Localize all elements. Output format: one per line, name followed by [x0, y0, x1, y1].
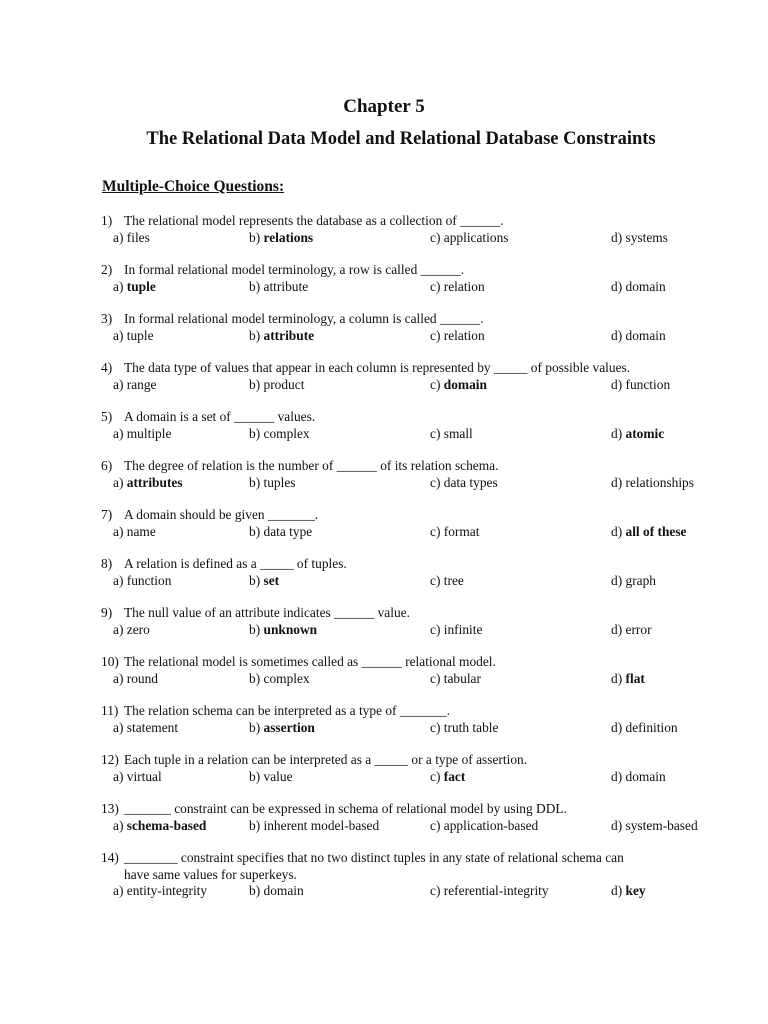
option-prefix: b) — [249, 376, 261, 392]
correct-answer-text: unknown — [263, 621, 318, 637]
question-number: 12) — [101, 752, 119, 767]
answer-options — [0, 279, 768, 296]
answer-option-c — [430, 475, 498, 492]
question-number: 6) — [101, 458, 113, 473]
question-text: The relation schema can be interpreted as a type of _______. — [124, 703, 451, 718]
option-prefix: c) — [430, 572, 441, 588]
question-number: 3) — [101, 311, 113, 326]
answer-option-d — [611, 328, 666, 345]
answer-option-b — [249, 426, 310, 443]
question-number: 10) — [101, 654, 119, 669]
answer-option-c — [430, 622, 482, 639]
question-text: A domain is a set of ______ values. — [124, 409, 316, 424]
answer-option-d — [611, 883, 646, 900]
answer-options — [0, 573, 768, 590]
answer-option-c — [430, 279, 485, 296]
option-text: tree — [443, 572, 464, 588]
answer-option-d — [611, 573, 656, 590]
option-prefix: a) — [113, 229, 124, 245]
answer-option-b — [249, 475, 296, 492]
option-prefix: c) — [430, 523, 441, 539]
option-text: zero — [126, 621, 150, 637]
answer-option-c — [430, 377, 487, 394]
option-text: system-based — [625, 817, 698, 833]
answer-options — [0, 622, 768, 639]
option-prefix: b) — [249, 327, 261, 343]
question-number: 13) — [101, 801, 119, 816]
answer-option-b — [249, 524, 312, 541]
option-prefix: a) — [113, 670, 124, 686]
answer-option-c — [430, 720, 498, 737]
question-item — [0, 752, 768, 785]
option-prefix: a) — [113, 621, 124, 637]
correct-answer-text: tuple — [126, 278, 156, 294]
answer-option-d — [611, 279, 666, 296]
option-text: truth table — [443, 719, 499, 735]
option-prefix: a) — [113, 278, 124, 294]
answer-option-d — [611, 475, 694, 492]
answer-option-d — [611, 769, 666, 786]
option-prefix: c) — [430, 327, 441, 343]
question-text: The relational model represents the database as a collection of ______. — [124, 213, 504, 228]
option-prefix: d) — [611, 229, 623, 245]
question-text: The degree of relation is the number of ______ of its relation schema. — [124, 458, 499, 473]
option-prefix: a) — [113, 523, 124, 539]
question-number: 11) — [101, 703, 119, 718]
answer-option-d — [611, 426, 664, 443]
answer-option-d — [611, 622, 652, 639]
answer-option-b — [249, 230, 313, 247]
answer-option-a — [113, 475, 183, 492]
answer-option-d — [611, 720, 678, 737]
question-item — [0, 605, 768, 638]
option-prefix: a) — [113, 883, 124, 898]
option-prefix: b) — [249, 621, 261, 637]
answer-option-c — [430, 426, 473, 443]
answer-option-c — [430, 769, 465, 786]
option-prefix: c) — [430, 621, 441, 637]
answer-option-a — [113, 426, 171, 443]
option-text: data types — [443, 474, 498, 490]
question-text-continued: have same values for superkeys. — [124, 866, 297, 882]
correct-answer-text: set — [263, 572, 280, 588]
option-prefix: c) — [430, 376, 441, 392]
option-text: domain — [625, 768, 666, 784]
question-text: The null value of an attribute indicates ______ value. — [124, 605, 410, 620]
answer-options — [0, 769, 768, 786]
option-prefix: d) — [611, 425, 623, 441]
option-text: data type — [263, 523, 313, 539]
answer-option-c — [430, 328, 485, 345]
option-text: files — [126, 229, 150, 245]
option-prefix: d) — [611, 670, 623, 686]
option-text: error — [625, 621, 652, 637]
answer-option-a — [113, 883, 207, 900]
option-prefix: a) — [113, 376, 124, 392]
option-prefix: b) — [249, 883, 261, 898]
option-text: attribute — [263, 278, 309, 294]
question-item — [0, 360, 768, 393]
option-prefix: d) — [611, 278, 623, 294]
answer-option-d — [611, 230, 668, 247]
option-prefix: d) — [611, 883, 623, 898]
option-text: relation — [443, 278, 485, 294]
answer-option-a — [113, 524, 156, 541]
answer-option-b — [249, 328, 314, 345]
option-prefix: d) — [611, 474, 623, 490]
question-item — [0, 654, 768, 687]
option-text: range — [126, 376, 157, 392]
correct-answer-text: fact — [443, 768, 466, 784]
answer-options — [0, 230, 768, 247]
correct-answer-text: attributes — [126, 474, 183, 490]
question-item — [0, 703, 768, 736]
question-item — [0, 311, 768, 344]
question-text: ________ constraint specifies that no two distinct tuples in any state of relational schema can — [124, 850, 624, 865]
option-text: domain — [625, 278, 666, 294]
option-prefix: b) — [249, 278, 261, 294]
option-text: infinite — [443, 621, 483, 637]
question-text: The data type of values that appear in each column is represented by _____ of possible values. — [124, 360, 631, 375]
answer-option-b — [249, 769, 293, 786]
option-text: function — [126, 572, 172, 588]
answer-option-b — [249, 883, 304, 900]
answer-option-c — [430, 671, 481, 688]
question-number: 2) — [101, 262, 113, 277]
option-text: definition — [625, 719, 678, 735]
option-prefix: b) — [249, 229, 261, 245]
option-text: complex — [263, 425, 310, 441]
question-number: 14) — [101, 850, 119, 865]
answer-option-b — [249, 377, 304, 394]
option-prefix: d) — [611, 376, 623, 392]
option-text: name — [126, 523, 156, 539]
answer-options — [0, 524, 768, 541]
answer-option-a — [113, 671, 158, 688]
answer-option-b — [249, 279, 308, 296]
question-item — [0, 409, 768, 442]
question-text: The relational model is sometimes called as ______ relational model. — [124, 654, 496, 669]
option-prefix: c) — [430, 670, 441, 686]
answer-option-b — [249, 671, 310, 688]
answer-option-b — [249, 622, 317, 639]
question-number: 4) — [101, 360, 113, 375]
option-text: round — [126, 670, 159, 686]
option-prefix: d) — [611, 768, 623, 784]
option-text: virtual — [126, 768, 162, 784]
option-prefix: c) — [430, 425, 441, 441]
correct-answer-text: flat — [625, 670, 645, 686]
option-text: function — [625, 376, 671, 392]
option-text: small — [443, 425, 473, 441]
answer-option-c — [430, 818, 538, 835]
option-text: application-based — [443, 817, 539, 833]
question-item — [0, 213, 768, 246]
answer-option-b — [249, 573, 279, 590]
option-prefix: c) — [430, 474, 441, 490]
option-text: tuples — [263, 474, 296, 490]
option-prefix: c) — [430, 278, 441, 294]
section-heading: Multiple-Choice Questions: — [102, 178, 285, 195]
option-prefix: b) — [249, 474, 261, 490]
question-text: _______ constraint can be expressed in schema of relational model by using DDL. — [124, 801, 567, 816]
option-prefix: a) — [113, 768, 124, 784]
question-number: 5) — [101, 409, 113, 424]
question-number: 7) — [101, 507, 113, 522]
option-prefix: d) — [611, 817, 623, 833]
answer-option-d — [611, 818, 698, 835]
question-number: 8) — [101, 556, 113, 571]
chapter-title: The Relational Data Model and Relational Database Constraints — [146, 129, 656, 149]
correct-answer-text: assertion — [263, 719, 315, 735]
option-prefix: d) — [611, 572, 623, 588]
answer-options — [0, 671, 768, 688]
question-number: 1) — [101, 213, 113, 228]
correct-answer-text: atomic — [625, 425, 665, 441]
option-prefix: b) — [249, 670, 261, 686]
correct-answer-text: attribute — [263, 327, 315, 343]
option-text: format — [443, 523, 480, 539]
correct-answer-text: key — [625, 883, 646, 898]
answer-option-a — [113, 769, 162, 786]
option-prefix: c) — [430, 817, 441, 833]
answer-options — [0, 720, 768, 737]
option-text: graph — [625, 572, 657, 588]
option-prefix: d) — [611, 621, 623, 637]
answer-options — [0, 426, 768, 443]
option-text: inherent model-based — [263, 817, 380, 833]
option-text: value — [263, 768, 293, 784]
answer-option-c — [430, 524, 479, 541]
option-text: product — [263, 376, 305, 392]
correct-answer-text: relations — [263, 229, 314, 245]
option-text: referential-integrity — [443, 883, 549, 898]
answer-option-b — [249, 818, 379, 835]
option-prefix: b) — [249, 572, 261, 588]
option-prefix: c) — [430, 883, 441, 898]
option-text: applications — [443, 229, 509, 245]
option-prefix: d) — [611, 719, 623, 735]
question-text: A relation is defined as a _____ of tuples. — [124, 556, 347, 571]
question-item — [0, 507, 768, 540]
answer-option-a — [113, 279, 156, 296]
option-text: tabular — [443, 670, 481, 686]
answer-options — [0, 883, 768, 900]
option-text: entity-integrity — [126, 883, 208, 898]
option-text: multiple — [126, 425, 172, 441]
answer-option-a — [113, 377, 157, 394]
question-text: In formal relational model terminology, a column is called ______. — [124, 311, 484, 326]
option-prefix: c) — [430, 719, 441, 735]
question-number: 9) — [101, 605, 113, 620]
option-text: relationships — [625, 474, 694, 490]
option-text: systems — [625, 229, 668, 245]
option-text: relation — [443, 327, 485, 343]
option-prefix: a) — [113, 425, 124, 441]
option-prefix: b) — [249, 425, 261, 441]
correct-answer-text: domain — [443, 376, 487, 392]
option-prefix: b) — [249, 523, 261, 539]
option-text: domain — [625, 327, 666, 343]
option-prefix: a) — [113, 474, 124, 490]
option-prefix: b) — [249, 719, 261, 735]
question-text: Each tuple in a relation can be interpreted as a _____ or a type of assertion. — [124, 752, 528, 767]
question-text: In formal relational model terminology, a row is called ______. — [124, 262, 465, 277]
correct-answer-text: all of these — [625, 523, 687, 539]
answer-options — [0, 475, 768, 492]
option-prefix: a) — [113, 817, 124, 833]
option-text: tuple — [126, 327, 154, 343]
option-prefix: d) — [611, 327, 623, 343]
option-text: complex — [263, 670, 310, 686]
answer-option-c — [430, 573, 464, 590]
question-item — [0, 801, 768, 834]
question-text: A domain should be given _______. — [124, 507, 319, 522]
answer-options — [0, 818, 768, 835]
answer-option-c — [430, 230, 508, 247]
option-text: statement — [126, 719, 179, 735]
answer-options — [0, 377, 768, 394]
option-prefix: a) — [113, 327, 124, 343]
correct-answer-text: schema-based — [126, 817, 207, 833]
question-item — [0, 458, 768, 491]
answer-option-b — [249, 720, 315, 737]
answer-option-a — [113, 622, 150, 639]
answer-option-a — [113, 573, 171, 590]
answer-option-d — [611, 524, 687, 541]
chapter-heading: Chapter 5 — [343, 96, 425, 117]
answer-option-c — [430, 883, 549, 900]
option-prefix: b) — [249, 817, 261, 833]
option-prefix: c) — [430, 768, 441, 784]
option-prefix: a) — [113, 572, 124, 588]
answer-option-a — [113, 818, 206, 835]
option-prefix: b) — [249, 768, 261, 784]
option-text: domain — [263, 883, 304, 898]
answer-option-a — [113, 230, 150, 247]
answer-option-a — [113, 328, 154, 345]
answer-option-d — [611, 671, 645, 688]
answer-option-d — [611, 377, 670, 394]
answer-option-a — [113, 720, 178, 737]
question-item — [0, 262, 768, 295]
option-prefix: a) — [113, 719, 124, 735]
question-item — [0, 556, 768, 589]
option-prefix: c) — [430, 229, 441, 245]
question-item — [0, 850, 768, 900]
answer-options — [0, 328, 768, 345]
option-prefix: d) — [611, 523, 623, 539]
